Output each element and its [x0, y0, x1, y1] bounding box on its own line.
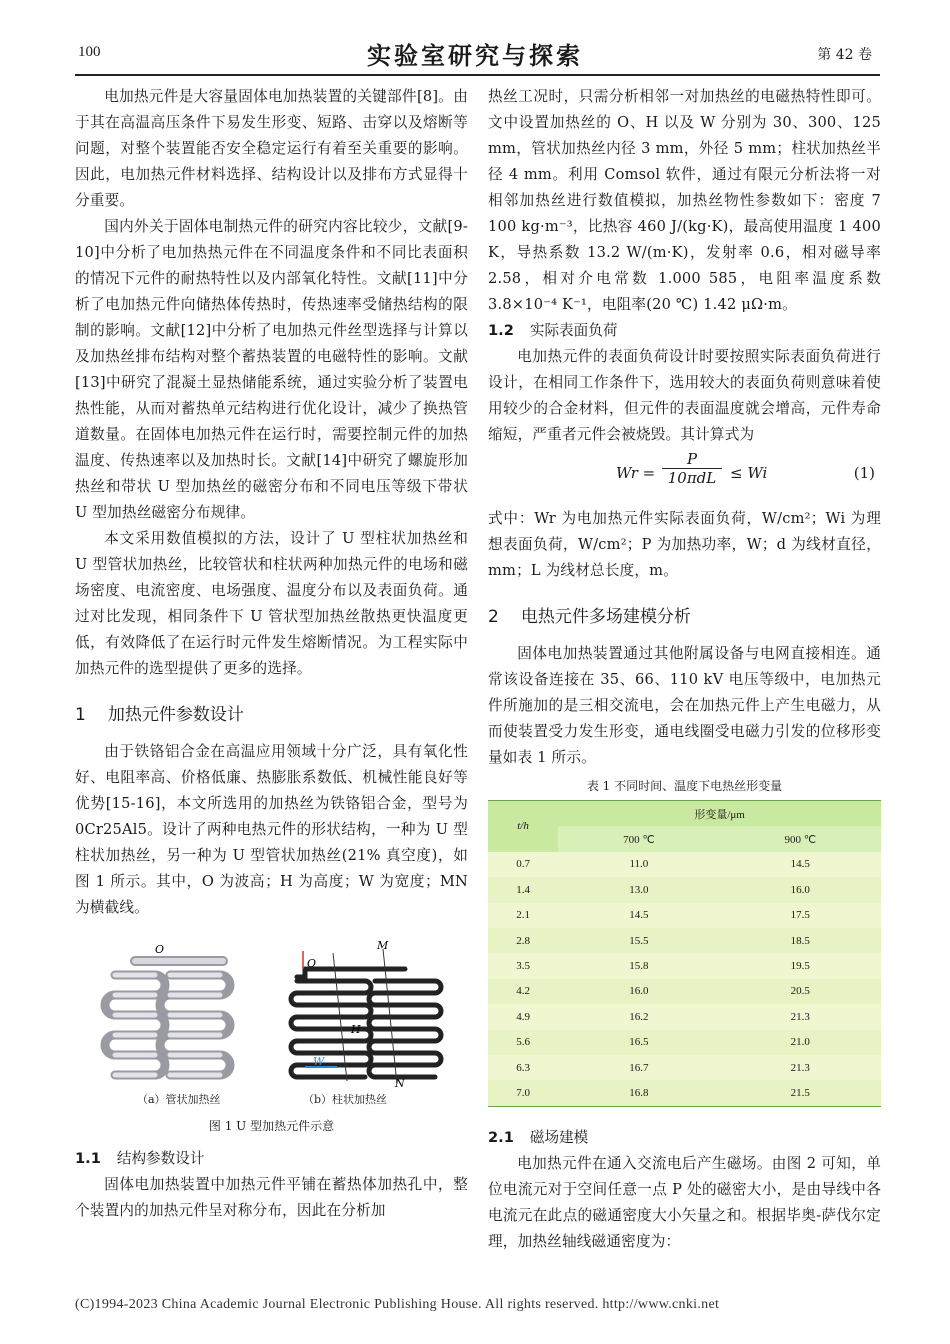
formula-number: (1) — [853, 464, 875, 482]
journal-title: 实验室研究与探索 — [367, 41, 583, 70]
page-header — [0, 36, 950, 76]
formula-1 — [488, 448, 881, 506]
table-cell: 3.5 — [516, 960, 530, 973]
table-cell: 21.3 — [790, 1061, 810, 1074]
paragraph: 热丝工况时，只需分析相邻一对加热丝的电磁热特性即可。文中设置加热丝的 O、H 以及 W 分别为 30、300、125 mm，管状加热丝内径 3 mm，外径 5 mm；柱状加热丝半径 4 mm。利用 Comsol 软件，通过有限元分析法将一对相邻加热丝进行数值模拟，加热丝物性参数如下：密度 7 100 kg·m⁻³，比热容 460 J/(kg·K)，最高使用温度 1 400 K，导热系数 13.2 W/(m·K)，发射率 0.6，相对磁导率 2.58，相对介电常数 1.000 585，电阻率温度系数 3.8×10⁻⁴ K⁻¹，电阻率(20 ℃) 1.42 μΩ·m。 — [488, 88, 881, 313]
table-cell: 16.0 — [720, 877, 881, 902]
table-cell: 21.3 — [790, 1010, 810, 1023]
table-cell: 16.2 — [629, 1010, 649, 1023]
table-cell: 11.0 — [629, 858, 649, 871]
table-cell: 4.9 — [516, 1010, 530, 1023]
table-row — [488, 928, 881, 953]
formula-lhs: Wr = — [616, 464, 656, 482]
formula-numerator: P — [662, 450, 722, 469]
table-row — [488, 1080, 881, 1106]
table-cell: 17.5 — [790, 909, 810, 922]
subsection-heading-2-1: 2.1 磁场建模 — [488, 1128, 589, 1146]
table-cell: 5.6 — [488, 1030, 558, 1055]
fig-label-o: O — [155, 943, 165, 956]
paragraph: 式中：Wr 为电加热元件实际表面负荷，W/cm²；Wi 为理想表面负荷，W/cm²；P 为加热功率，W；d 为线材直径，mm；L 为线材总长度，m。 — [488, 510, 881, 579]
table-cell: 20.5 — [720, 979, 881, 1004]
table-row — [488, 903, 881, 928]
paragraph: 固体电加热装置通过其他附属设备与电网直接相连。通常该设备连接在 35、66、110 kV 电压等级中，电加热元件所施加的是三相交流电，会在加热元件上产生电磁力，从而使装置受力发生形变，通电线圈受电磁力引发的位移形变量如表 1 所示。 — [488, 645, 881, 766]
table-cell: 15.8 — [629, 960, 649, 973]
section-heading-1: 1 加热元件参数设计 — [75, 705, 244, 725]
fig-label-h: H — [351, 1023, 361, 1036]
paragraph: 电加热元件是大容量固体电加热装置的关键部件[8]。由于其在高温高压条件下易发生形变、短路、击穿以及熔断等问题，对整个装置能否安全稳定运行有着至关重要的影响。因此，电加热元件材料选择、结构设计以及排布方式显得十分重要。 — [75, 88, 468, 209]
table-cell: 16.8 — [558, 1080, 719, 1106]
fig-label-m: M — [377, 939, 389, 952]
table-cell: 0.7 — [516, 858, 530, 871]
section-heading-2: 2 电热元件多场建模分析 — [488, 607, 691, 627]
table-row — [488, 1004, 881, 1029]
col-header-900: 900 ℃ — [720, 826, 881, 851]
subsection-heading-1-1: 1.1 结构参数设计 — [75, 1150, 205, 1167]
fig-label-w: W — [313, 1055, 325, 1068]
table-row — [488, 953, 881, 978]
table-row — [488, 852, 881, 877]
header-rule — [75, 74, 880, 76]
table-title: 表 1 不同时间、温度下电热丝形变量 — [586, 779, 783, 793]
copyright-footer: (C)1994-2023 China Academic Journal Electronic Publishing House. All rights reserved. http://www.cnki.net — [75, 1297, 720, 1312]
fig-label-n: N — [395, 1077, 405, 1089]
table-cell: 15.5 — [558, 928, 719, 953]
formula-rhs: ≤ Wi — [730, 464, 768, 482]
table-cell: 19.5 — [790, 960, 810, 973]
tubular-heater — [105, 961, 230, 1075]
table-cell: 6.3 — [516, 1061, 530, 1074]
fig-label-o2: O — [307, 957, 317, 970]
table-cell: 13.0 — [558, 877, 719, 902]
table-cell: 16.0 — [558, 979, 719, 1004]
table-cell: 21.5 — [720, 1080, 881, 1106]
figure-title: 图 1 U 型加热元件示意 — [208, 1119, 335, 1133]
fig-caption-b: （b）柱状加热丝 — [303, 1093, 388, 1106]
paragraph: 电加热元件在通入交流电后产生磁场。由图 2 可知，单位电流元对于空间任意一点 P 处的磁密大小，是由导线中各电流元在此点的磁通密度大小矢量之和。根据毕奥-萨伐尔定理，加热丝轴线磁通密度为： — [488, 1154, 881, 1250]
paragraph: 本文采用数值模拟的方法，设计了 U 型柱状加热丝和 U 型管状加热丝，比较管状和柱状两种加热元件的电场和磁场密度、电流密度、电场强度、温度分布以及表面负荷。通过对比发现，相同条件下 U 管状型加热丝散热更快温度更低，有效降低了在运行时元件发生熔断情况。为工程实际中加热元件的选型提供了更多的选择。 — [75, 530, 468, 677]
right-column — [488, 84, 881, 1255]
table-cell: 7.0 — [488, 1080, 558, 1106]
col-header-700: 700 ℃ — [558, 826, 719, 851]
page-number: 100 — [78, 44, 101, 60]
paragraph: 固体电加热装置中加热元件平铺在蓄热体加热孔中，整个装置内的加热元件呈对称分布，因此在分析加 — [75, 1176, 468, 1219]
subsection-heading-1-2: 1.2 实际表面负荷 — [488, 322, 618, 339]
table-cell: 21.0 — [720, 1030, 881, 1055]
table-cell: 2.8 — [488, 928, 558, 953]
col-header-time: t/h — [488, 801, 558, 852]
formula-fraction — [662, 450, 722, 487]
u-heater-illustration — [75, 939, 468, 1089]
table-cell: 16.7 — [629, 1061, 649, 1074]
table-cell: 1.4 — [488, 877, 558, 902]
fig-caption-a: （a）管状加热丝 — [137, 1093, 221, 1106]
table-cell: 18.5 — [720, 928, 881, 953]
table-cell: 14.5 — [790, 858, 810, 871]
paragraph: 国内外关于固体电制热元件的研究内容比较少，文献[9-10]中分析了电加热热元件在不同温度条件和不同比表面积的情况下元件的耐热特性以及内部氧化特性。文献[11]中分析了电加热元件向储热体传热时，传热速率受储热结构的限制的影响。文献[12]中分析了电加热元件丝型选择与计算以及加热丝排布结构对整个蓄热装置的电磁特性的影响。文献[13]中研究了混凝土显热储能系统，通过实验分析了装置电热性能，从而对蓄热单元结构进行优化设计，减少了换热管道数量。在固体电加热元件在运行时，需要控制元件的加热温度、传热速率以及加热时长。文献[14]中研究了螺旋形加热丝和带状 U 型加热丝的磁密分布和不同电压等级下带状 U 型加热丝磁密分布规律。 — [75, 218, 468, 521]
paragraph: 电加热元件的表面负荷设计时要按照实际表面负荷进行设计，在相同工作条件下，选用较大的表面负荷则意味着使用较少的合金材料，但元件的表面温度就会增高，元件寿命缩短，严重者元件会被烧毁。其计算式为 — [488, 348, 881, 443]
col-header-deformation: 形变量/μm — [558, 801, 881, 827]
table-cell: 14.5 — [629, 909, 649, 922]
left-column — [75, 84, 468, 1224]
table-row — [488, 1030, 881, 1055]
table-cell: 4.2 — [488, 979, 558, 1004]
table-cell: 2.1 — [516, 909, 530, 922]
deformation-table — [488, 800, 881, 1107]
figure-1 — [75, 939, 468, 1111]
paragraph: 由于铁铬铝合金在高温应用领域十分广泛，具有氧化性好、电阻率高、价格低廉、热膨胀系数低、机械性能良好等优势[15-16]，本文所选用的加热丝为铁铬铝合金，型号为 0Cr25Al5。设计了两种电热元件的形状结构，一种为 U 型柱状加热丝，另一种为 U 型管状加热丝(21% 真空度)，如图 1 所示。其中，O 为波高；H 为高度；W 为宽度；MN 为横截线。 — [75, 743, 468, 916]
table-row — [488, 979, 881, 1004]
table-cell: 16.5 — [558, 1030, 719, 1055]
table-row — [488, 1055, 881, 1080]
table-row — [488, 877, 881, 902]
formula-denominator: 10πdL — [667, 469, 717, 487]
volume-label: 第 42 卷 — [817, 47, 872, 63]
